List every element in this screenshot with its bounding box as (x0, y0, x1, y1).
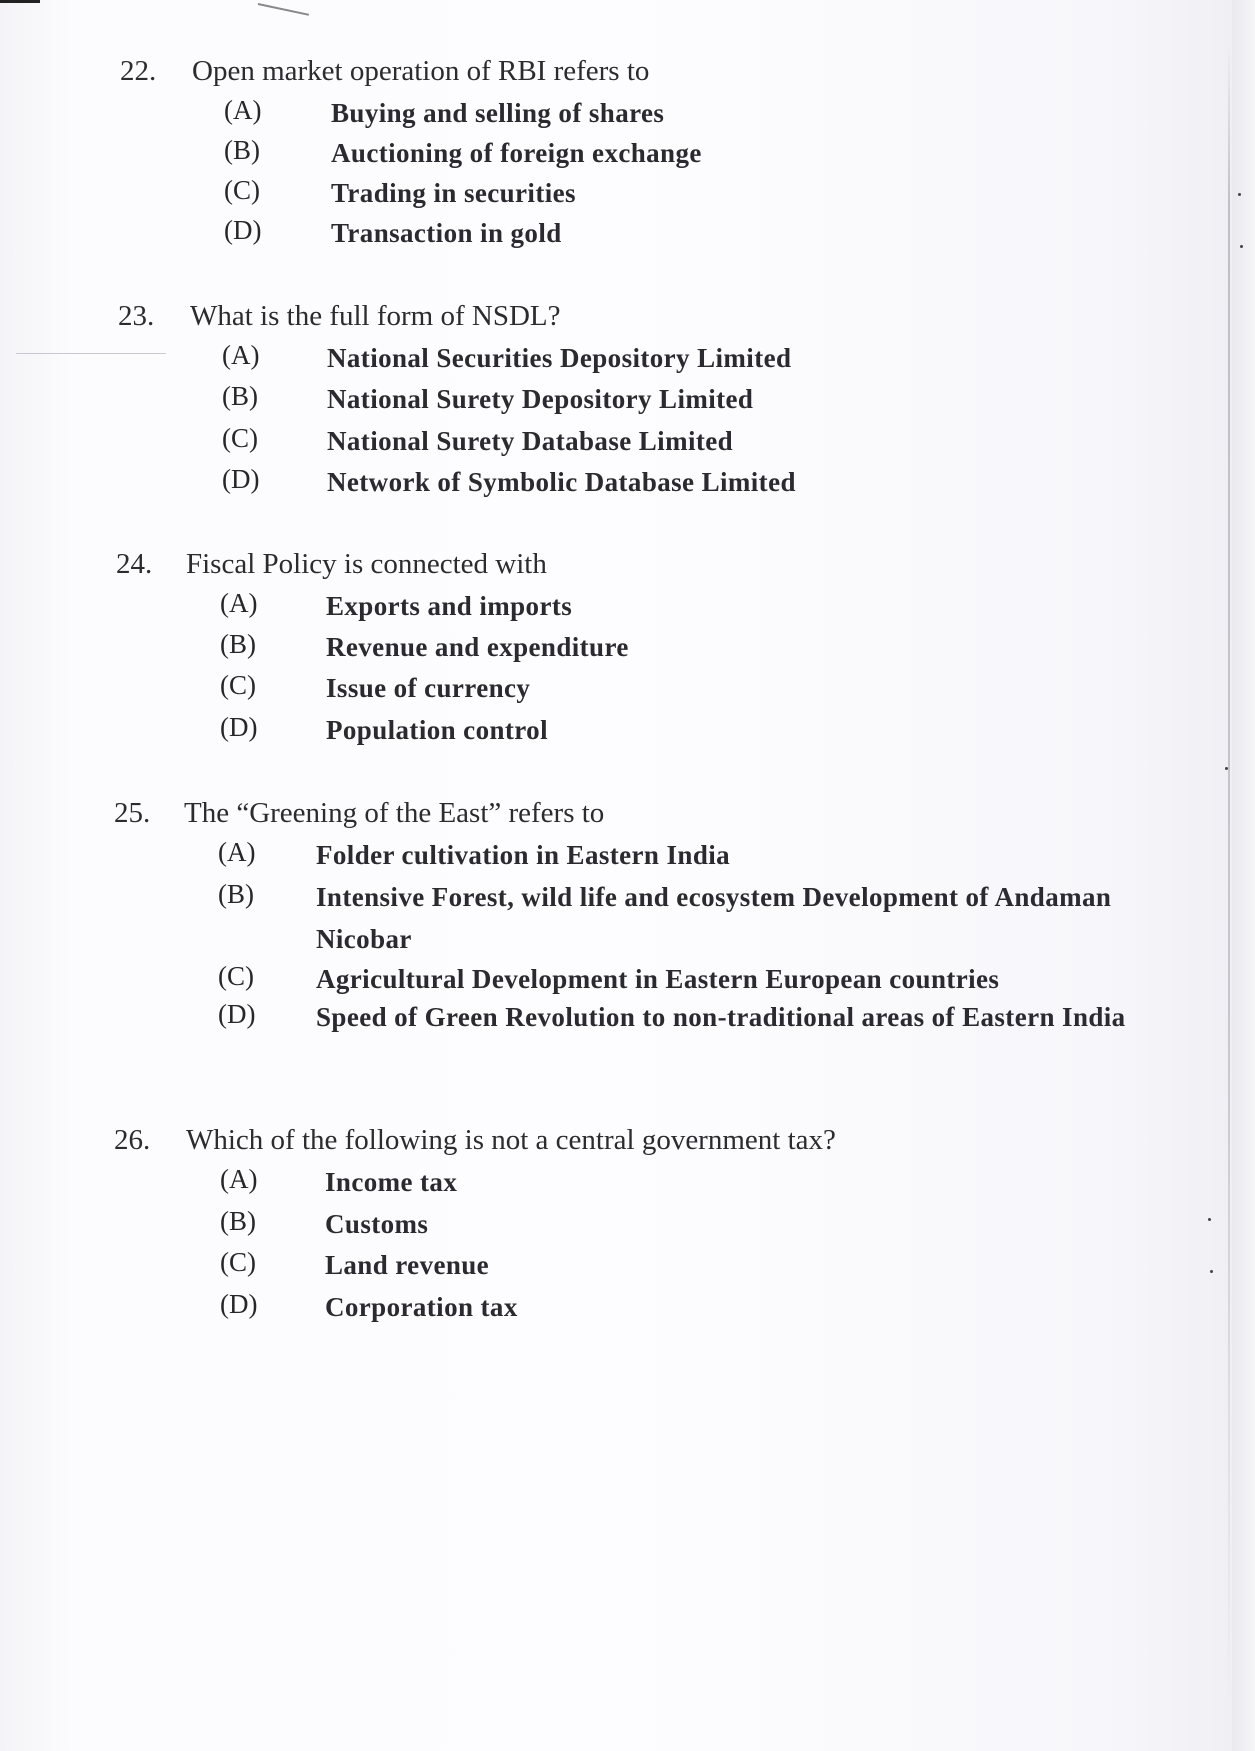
option-letter: (B) (220, 629, 256, 659)
option-text: Folder cultivation in Eastern India (316, 840, 731, 870)
option-letter: (C) (220, 1247, 256, 1277)
option-text: Population control (326, 715, 548, 745)
option-c (0, 961, 1200, 999)
option-letter: (D) (222, 464, 260, 494)
question-number: 22. (120, 55, 157, 87)
question-text: The “Greening of the East” refers to (184, 797, 605, 829)
option-a (0, 588, 1200, 629)
option-letter: (B) (218, 879, 254, 909)
option-a (0, 340, 1200, 381)
option-text: Speed of Green Revolution to non-traditional areas of Eastern India (316, 1002, 1126, 1032)
option-c (0, 423, 1200, 464)
option-b (0, 629, 1200, 670)
option-letter: (C) (218, 961, 254, 991)
option-letter: (C) (224, 175, 260, 205)
option-text: Corporation tax (325, 1292, 518, 1322)
option-letter: (A) (222, 340, 260, 370)
option-letter: (C) (222, 423, 258, 453)
question-number: 23. (118, 300, 155, 332)
question-26 (0, 1124, 1200, 1329)
question-23 (0, 300, 1200, 504)
option-letter: (B) (220, 1206, 256, 1236)
option-text: National Surety Depository Limited (327, 384, 754, 414)
option-letter: (D) (220, 1289, 258, 1319)
scan-speck (1225, 767, 1228, 770)
page-edge-shadow (1232, 0, 1255, 1751)
option-c (0, 1247, 1200, 1289)
corner-mark (0, 0, 40, 3)
option-text: Agricultural Development in Eastern European countries (316, 964, 1000, 994)
scan-speck (1208, 1218, 1211, 1221)
option-text: Auctioning of foreign exchange (331, 138, 702, 168)
option-text: Revenue and expenditure (326, 632, 629, 662)
scan-speck (1238, 193, 1241, 196)
option-letter: (A) (220, 588, 258, 618)
page-fold-line (1228, 40, 1230, 1720)
option-d (0, 1289, 1200, 1329)
option-a (0, 95, 1200, 135)
question-stem (0, 55, 1200, 95)
option-text: Income tax (325, 1167, 458, 1197)
option-letter: (D) (218, 999, 256, 1029)
question-stem (0, 1124, 1200, 1164)
question-stem (0, 300, 1200, 340)
option-text: Trading in securities (331, 178, 576, 208)
option-text: National Securities Depository Limited (327, 343, 792, 373)
option-letter: (B) (222, 381, 258, 411)
question-stem (0, 548, 1200, 588)
question-number: 24. (116, 548, 153, 580)
option-a (0, 837, 1200, 879)
option-letter: (A) (224, 95, 262, 125)
question-stem (0, 797, 1200, 837)
option-b (0, 135, 1200, 175)
option-text: Customs (325, 1209, 429, 1239)
option-text: Exports and imports (326, 591, 573, 621)
option-d (0, 215, 1200, 255)
option-b (0, 1206, 1200, 1247)
question-text: What is the full form of NSDL? (190, 300, 561, 332)
question-text: Fiscal Policy is connected with (186, 548, 547, 580)
question-22 (0, 55, 1200, 255)
option-c (0, 670, 1200, 712)
option-d (0, 712, 1200, 752)
question-number: 25. (114, 797, 151, 829)
option-letter: (D) (224, 215, 262, 245)
option-letter: (B) (224, 135, 260, 165)
question-text: Which of the following is not a central government tax? (186, 1124, 836, 1156)
option-b (0, 879, 1200, 961)
option-d (0, 999, 1200, 1081)
option-c (0, 175, 1200, 215)
option-text: Transaction in gold (331, 218, 562, 248)
question-text: Open market operation of RBI refers to (192, 55, 650, 87)
option-letter: (A) (218, 837, 256, 867)
option-letter: (C) (220, 670, 256, 700)
option-text: Land revenue (325, 1250, 490, 1280)
option-text: Buying and selling of shares (331, 98, 665, 128)
option-text: Intensive Forest, wild life and ecosystem Development of Andaman Nicobar (316, 882, 1112, 954)
option-d (0, 464, 1200, 504)
scan-speck (1210, 1270, 1213, 1273)
question-number: 26. (114, 1124, 151, 1156)
option-a (0, 1164, 1200, 1206)
option-b (0, 381, 1200, 423)
option-text: Issue of currency (326, 673, 531, 703)
option-text: Network of Symbolic Database Limited (327, 467, 796, 497)
scan-speck (1240, 245, 1243, 248)
option-text: National Surety Database Limited (327, 426, 734, 456)
option-letter: (A) (220, 1164, 258, 1194)
question-24 (0, 548, 1200, 752)
option-letter: (D) (220, 712, 258, 742)
scan-scratch (258, 3, 309, 16)
question-25 (0, 797, 1200, 1081)
